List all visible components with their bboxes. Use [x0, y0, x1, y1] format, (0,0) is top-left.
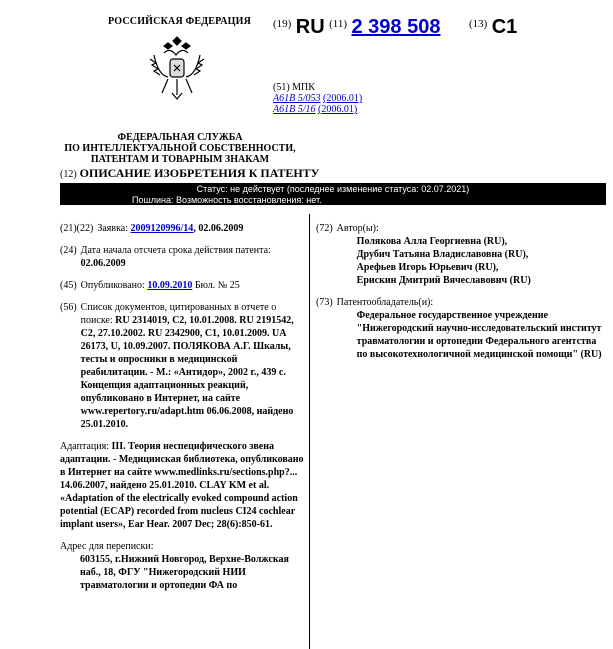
holder-entry: (73) Патентообладатель(и): Федеральное государственное учреждение "Нижегородский научно-исследовательский институт травматологии и ортопедии Федерального агентства по высокотехнологичной медицинской помощи" (RU) — [316, 296, 608, 361]
status-line: Статус: не действует (последнее изменение статуса: 02.07.2021) — [196, 184, 470, 194]
application-number-link[interactable]: 2009120996/14 — [130, 223, 194, 234]
author-name: Ерискин Дмитрий Вячеславович (RU) — [356, 275, 531, 286]
author-name: Арефьев Игорь Юрьевич (RU), — [356, 262, 499, 273]
agency-name — [60, 132, 300, 165]
mpk-edition: (2006.01) — [323, 93, 363, 104]
agency-line-3: ПАТЕНТАМ И ТОВАРНЫМ ЗНАКАМ — [90, 154, 270, 165]
title-code: (12) — [60, 169, 77, 180]
published-entry: (45) Опубликовано: 10.09.2010 Бюл. № 25 — [60, 280, 240, 291]
code-13: (13) — [468, 18, 488, 30]
application-entry: (21)(22) Заявка: 2009120996/14, 02.06.2009 — [60, 223, 244, 234]
right-column — [316, 222, 608, 370]
document-title — [60, 166, 320, 181]
patent-number-link[interactable]: 2 398 508 — [351, 16, 441, 38]
country-code: RU — [295, 16, 325, 38]
coat-of-arms-icon — [146, 33, 208, 105]
code-11: (11) — [329, 18, 348, 30]
mpk-class-link[interactable]: A61B 5/053 — [273, 93, 321, 104]
authors-entry: (72) Автор(ы): Полякова Алла Георгиевна (RU), Друбич Татьяна Владиславовна (RU), Арефьев Игорь Юрьевич (RU), Ерискин Дмитрий Вячеславович (RU) — [316, 222, 608, 287]
column-divider — [309, 214, 310, 649]
start-date-entry: (24) Дата начала отсчета срока действия патента: 02.06.2009 — [60, 245, 271, 269]
mpk-block — [273, 82, 362, 115]
holder-name: Федеральное государственное учреждение "Нижегородский научно-исследовательский институт травматологии и ортопедии Федерального агентства по высокотехнологичной медицинской помощи" (RU) — [356, 310, 602, 360]
address-entry: Адрес для переписки: 603155, г.Нижний Новгород, Верхне-Волжская наб., 18, ФГУ "Нижегородский НИИ травматологии и ортопедии ФА по — [60, 541, 289, 591]
mpk-class-link[interactable]: A61B 5/16 — [273, 104, 316, 115]
country-name: РОССИЙСКАЯ ФЕДЕРАЦИЯ — [108, 16, 252, 27]
mpk-edition: (2006.01) — [318, 104, 358, 115]
agency-line-2: ПО ИНТЕЛЛЕКТУАЛЬНОЙ СОБСТВЕННОСТИ, — [64, 143, 296, 154]
publication-number — [273, 16, 517, 39]
publication-date-link[interactable]: 10.09.2010 — [147, 280, 193, 291]
adaptation-entry: Адаптация: III. Теория неспецифического звена адаптации. - Медицинская библиотека, опубликовано в Интернет на сайте www.medlinks.ru/sections.php?... 14.06.2007, найдено 25.01.2010. CLAY KM et al. «Adaptation of the electrically evoked compound action potential (ECAP) recorded from nucleus CI24 cochlear implant users», Ear Hear. 2007 Dec; 28(6):850-61. — [60, 441, 304, 530]
left-column — [60, 222, 306, 601]
kind-code: C1 — [491, 16, 518, 38]
cited-documents-entry: (56) Список документов, цитированных в отчете о поиске: RU 2314019, C2, 10.01.2008. RU 2191542, C2, 27.10.2002. RU 2342900, C1, 10.01.2009. UA 26173, U, 10.09.2007. ПОЛЯКОВА А.Г. Шкалы, тесты и опросники в медицинской реабилитации. - М.: «Антидор», 2002 г., 439 с. Концепция адаптационных реакций, опубликовано в Интернет, на сайте www.repertory.ru/adapt.htm 06.06.2008, найдено 25.01.2010. — [60, 302, 294, 430]
agency-line-1: ФЕДЕРАЛЬНАЯ СЛУЖБА — [117, 132, 243, 143]
status-bar — [60, 183, 606, 205]
title-text: ОПИСАНИЕ ИЗОБРЕТЕНИЯ К ПАТЕНТУ — [79, 166, 320, 180]
author-name: Полякова Алла Георгиевна (RU), — [356, 236, 508, 247]
mpk-label: (51) МПК — [273, 82, 315, 93]
author-name: Друбич Татьяна Владиславовна (RU), — [356, 249, 529, 260]
code-19: (19) — [273, 18, 292, 30]
fee-line: Пошлина: Возможность восстановления: нет. — [132, 195, 322, 205]
